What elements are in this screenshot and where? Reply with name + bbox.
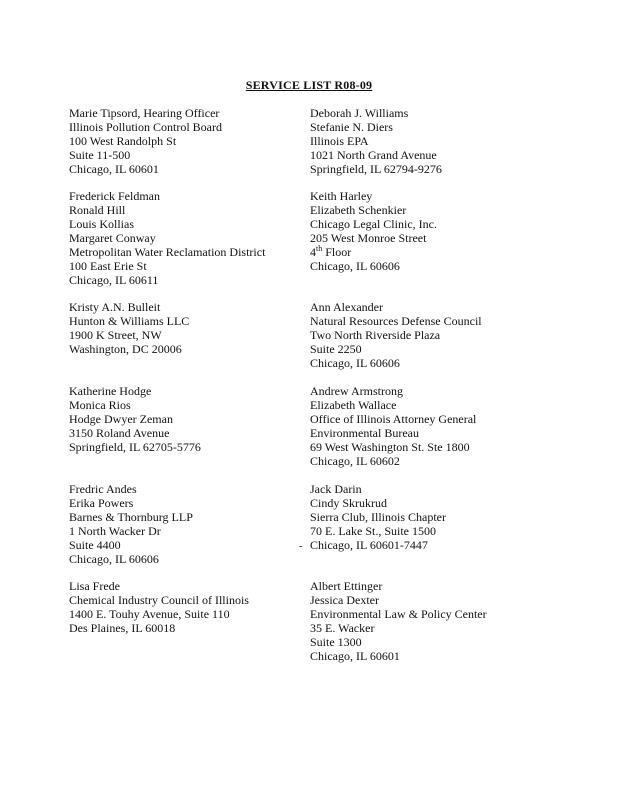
entry-line: Hodge Dwyer Zeman [69,412,173,426]
entry-line: Marie Tipsord, Hearing Officer [69,106,220,120]
entry-line: Lisa Frede [69,579,120,593]
entry-line: Stefanie N. Diers [310,120,393,134]
entry-line: Environmental Bureau [310,426,419,440]
entry-line: Des Plaines, IL 60018 [69,621,176,635]
entry-line: Suite 4400 [69,538,121,552]
entry-line: Chicago, IL 60611 [69,273,159,287]
entry-line: Chicago, IL 60606 [310,356,400,370]
entry-line: Two North Riverside Plaza [310,328,441,342]
entry-line: 205 West Monroe Street [310,231,427,245]
entry-line: Katherine Hodge [69,384,152,398]
entry-line: Chicago, IL 60602 [310,454,400,468]
entry-line: 4th Floor [310,244,352,259]
entry-line: Ann Alexander [310,300,383,314]
entry-line: Chemical Industry Council of Illinois [69,593,249,607]
entry-line: Deborah J. Williams [310,106,409,120]
service-entry-left-2 [69,189,274,287]
service-entry-right-1 [310,106,530,176]
entry-line: Chicago, IL 60601 [310,649,400,663]
entry-line: Jessica Dexter [310,593,379,607]
service-entry-left-3 [69,300,274,356]
entry-line: 35 E. Wacker [310,621,375,635]
entry-line: Elizabeth Wallace [310,398,397,412]
service-entry-right-5 [310,482,530,552]
entry-line: 69 West Washington St. Ste 1800 [310,440,470,454]
entry-line: Environmental Law & Policy Center [310,607,487,621]
entry-line: Chicago, IL 60601 [69,162,159,176]
entry-line: Springfield, IL 62705-5776 [69,440,201,454]
entry-line: Springfield, IL 62794-9276 [310,162,442,176]
entry-line: Albert Ettinger [310,579,383,593]
entry-line: Barnes & Thornburg LLP [69,510,193,524]
entry-line: Chicago, IL 60601-7447 [310,538,428,552]
entry-line: 1021 North Grand Avenue [310,148,437,162]
page-title: SERVICE LIST R08-09 [245,78,373,92]
service-entry-left-1 [69,106,274,176]
entry-line: Chicago, IL 60606 [69,552,159,566]
entry-line: Illinois EPA [310,134,369,148]
stray-mark: - [299,541,303,552]
entry-line: Illinois Pollution Control Board [69,120,223,134]
entry-line: Kristy A.N. Bulleit [69,300,161,314]
entry-line: Jack Darin [310,482,362,496]
entry-line: Natural Resources Defense Council [310,314,482,328]
service-entry-right-4 [310,384,530,468]
entry-line: 1900 K Street, NW [69,328,162,342]
entry-line: Suite 11-500 [69,148,131,162]
entry-line: Frederick Feldman [69,189,160,203]
entry-line: Monica Rios [69,398,131,412]
entry-line: Cindy Skrukrud [310,496,388,510]
entry-line: Keith Harley [310,189,373,203]
service-entry-right-6 [310,579,530,663]
entry-line: Suite 1300 [310,635,362,649]
entry-line: Erika Powers [69,496,134,510]
entry-line: Margaret Conway [69,231,156,245]
entry-line: Office of Illinois Attorney General [310,412,477,426]
entry-line: 70 E. Lake St., Suite 1500 [310,524,436,538]
entry-line: Sierra Club, Illinois Chapter [310,510,446,524]
service-entry-left-4 [69,384,274,454]
entry-line: Suite 2250 [310,342,362,356]
service-entry-right-3 [310,300,530,370]
entry-line: Elizabeth Schenkier [310,203,407,217]
service-entry-left-5 [69,482,274,566]
service-entry-right-2 [310,189,530,273]
entry-line: Louis Kollias [69,217,134,231]
entry-line: 100 West Randolph St [69,134,177,148]
entry-line: Metropolitan Water Reclamation District [69,245,266,259]
service-entry-left-6 [69,579,274,635]
entry-line: 1400 E. Touhy Avenue, Suite 110 [69,607,230,621]
entry-line: Chicago Legal Clinic, Inc. [310,217,437,231]
entry-line: Chicago, IL 60606 [310,259,400,273]
entry-line: 3150 Roland Avenue [69,426,170,440]
entry-line: Washington, DC 20006 [69,342,182,356]
entry-line: 1 North Wacker Dr [69,524,161,538]
entry-line: Ronald Hill [69,203,126,217]
entry-line: Andrew Armstrong [310,384,403,398]
entry-line: Fredric Andes [69,482,137,496]
entry-line: Hunton & Williams LLC [69,314,190,328]
entry-line: 100 East Erie St [69,259,147,273]
